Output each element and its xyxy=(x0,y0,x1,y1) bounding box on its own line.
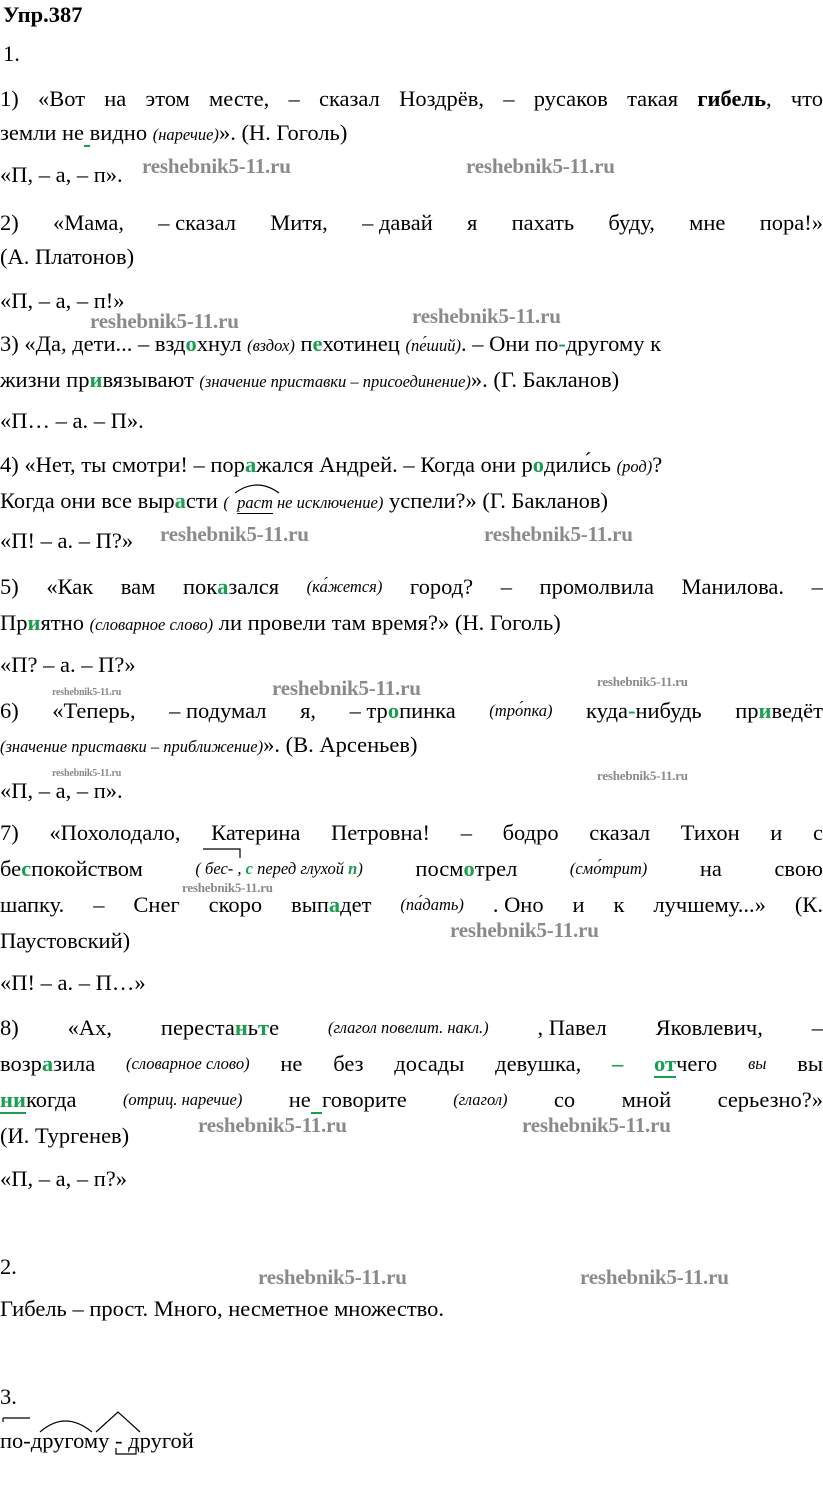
morphemic-word: по-другому xyxy=(0,1428,109,1454)
watermark: reshebnik5-11.ru xyxy=(198,1113,347,1137)
watermark: reshebnik5-11.ru xyxy=(182,880,273,895)
watermark: reshebnik5-11.ru xyxy=(522,1113,671,1137)
part-3-label: 3. xyxy=(0,1384,17,1409)
item-5-line-2: Приятно (словарное слово) ли провели там время?» (Н. Гоголь) xyxy=(0,610,561,635)
item-8-scheme: «П, – а, – п?» xyxy=(0,1166,128,1191)
item-2-line-2: (А. Платонов) xyxy=(0,244,135,269)
watermark: reshebnik5-11.ru xyxy=(597,674,688,689)
item-6-line-1: 6) «Теперь, – подумал я, – тропинка (тро́пка) куда-нибудь приведёт xyxy=(0,698,823,723)
watermark: reshebnik5-11.ru xyxy=(412,304,561,328)
item-7-line-4: Паустовский) xyxy=(0,928,131,953)
item-1-line-2: земли не видно (наречие)». (Н. Гоголь) xyxy=(0,120,348,145)
prefix-icon xyxy=(202,848,242,860)
item-7-line-3: шапку. – Снег скоро выпадет (па́дать) . Оно и к лучшему...» (К. xyxy=(0,892,823,917)
item-4-scheme: «П! – а. – П?» xyxy=(0,528,134,553)
item-2-scheme: «П, – а, – п!» xyxy=(0,288,125,313)
watermark: reshebnik5-11.ru xyxy=(272,676,421,700)
watermark: reshebnik5-11.ru xyxy=(142,154,291,178)
watermark: reshebnik5-11.ru xyxy=(52,687,122,698)
part-2-text: Гибель – прост. Много, несметное множество. xyxy=(0,1296,445,1321)
item-2-line-1: 2) «Мама, – сказал Митя, – давай я пахать буду, мне пора!» xyxy=(0,210,823,235)
part-3-line: по-другому - другой xyxy=(0,1428,823,1454)
item-4-line-1: 4) «Нет, ты смотри! – поражался Андрей. – Когда они родили́сь (род)? xyxy=(0,452,663,477)
root-arc-icon xyxy=(233,481,281,495)
item-3-line-1: 3) «Да, дети... – вздохнул (вздох) пехотинец (пе́ший). – Они по-другому к xyxy=(0,331,662,356)
ending-box-icon xyxy=(0,1448,150,1456)
item-3-line-2: жизни привязывают (значение приставки – присоединение)». (Г. Бакланов) xyxy=(0,367,620,392)
watermark: reshebnik5-11.ru xyxy=(484,522,633,546)
item-8-line-3: никогда (отриц. наречие) не говорите (глагол) со мной серьезно?» xyxy=(0,1087,823,1112)
item-4-line-2: Когда они все вырасти ( раст не исключение) успели?» (Г. Бакланов) xyxy=(0,488,823,516)
item-5-line-1: 5) «Как вам показался (ка́жется) город? – промолвила Манилова. – xyxy=(0,574,823,599)
item-1-scheme: «П, – а, – п». xyxy=(0,162,123,187)
watermark: reshebnik5-11.ru xyxy=(597,768,688,783)
watermark: reshebnik5-11.ru xyxy=(466,154,615,178)
watermark: reshebnik5-11.ru xyxy=(450,918,599,942)
watermark: reshebnik5-11.ru xyxy=(258,1265,407,1289)
exercise-title: Упр.387 xyxy=(3,2,83,27)
item-7-scheme: «П! – а. – П…» xyxy=(0,970,146,995)
item-3-scheme: «П… – а. – П». xyxy=(0,408,144,433)
item-7-line-2: беспокойством ( бес- , с перед глухой п) посмотрел (смо́трит) на свою xyxy=(0,856,823,882)
part-1-label: 1. xyxy=(3,41,20,66)
watermark: reshebnik5-11.ru xyxy=(160,522,309,546)
morpheme-marks-icon xyxy=(0,1410,150,1434)
item-5-scheme: «П? – а. – П?» xyxy=(0,652,136,677)
item-6-line-2: (значение приставки – приближение)». (В. Арсеньев) xyxy=(0,732,418,757)
part-2-label: 2. xyxy=(0,1254,17,1279)
item-7-line-1: 7) «Похолодало, Катерина Петровна! – бодро сказал Тихон и с xyxy=(0,820,823,845)
item-8-line-1: 8) «Ах, перестаньте (глагол повелит. накл.) , Павел Яковлевич, – xyxy=(0,1015,823,1040)
item-6-scheme: «П, – а, – п». xyxy=(0,778,123,803)
item-8-line-2: возразила (словарное слово) не без досады девушка, – отчего вы вы xyxy=(0,1051,823,1076)
item-8-line-4: (И. Тургенев) xyxy=(0,1123,130,1148)
watermark: reshebnik5-11.ru xyxy=(90,309,239,333)
watermark: reshebnik5-11.ru xyxy=(580,1265,729,1289)
item-1-line-1: 1) «Вот на этом месте, – сказал Ноздрёв, – русаков такая гибель, что xyxy=(0,86,823,111)
watermark: reshebnik5-11.ru xyxy=(52,768,122,779)
